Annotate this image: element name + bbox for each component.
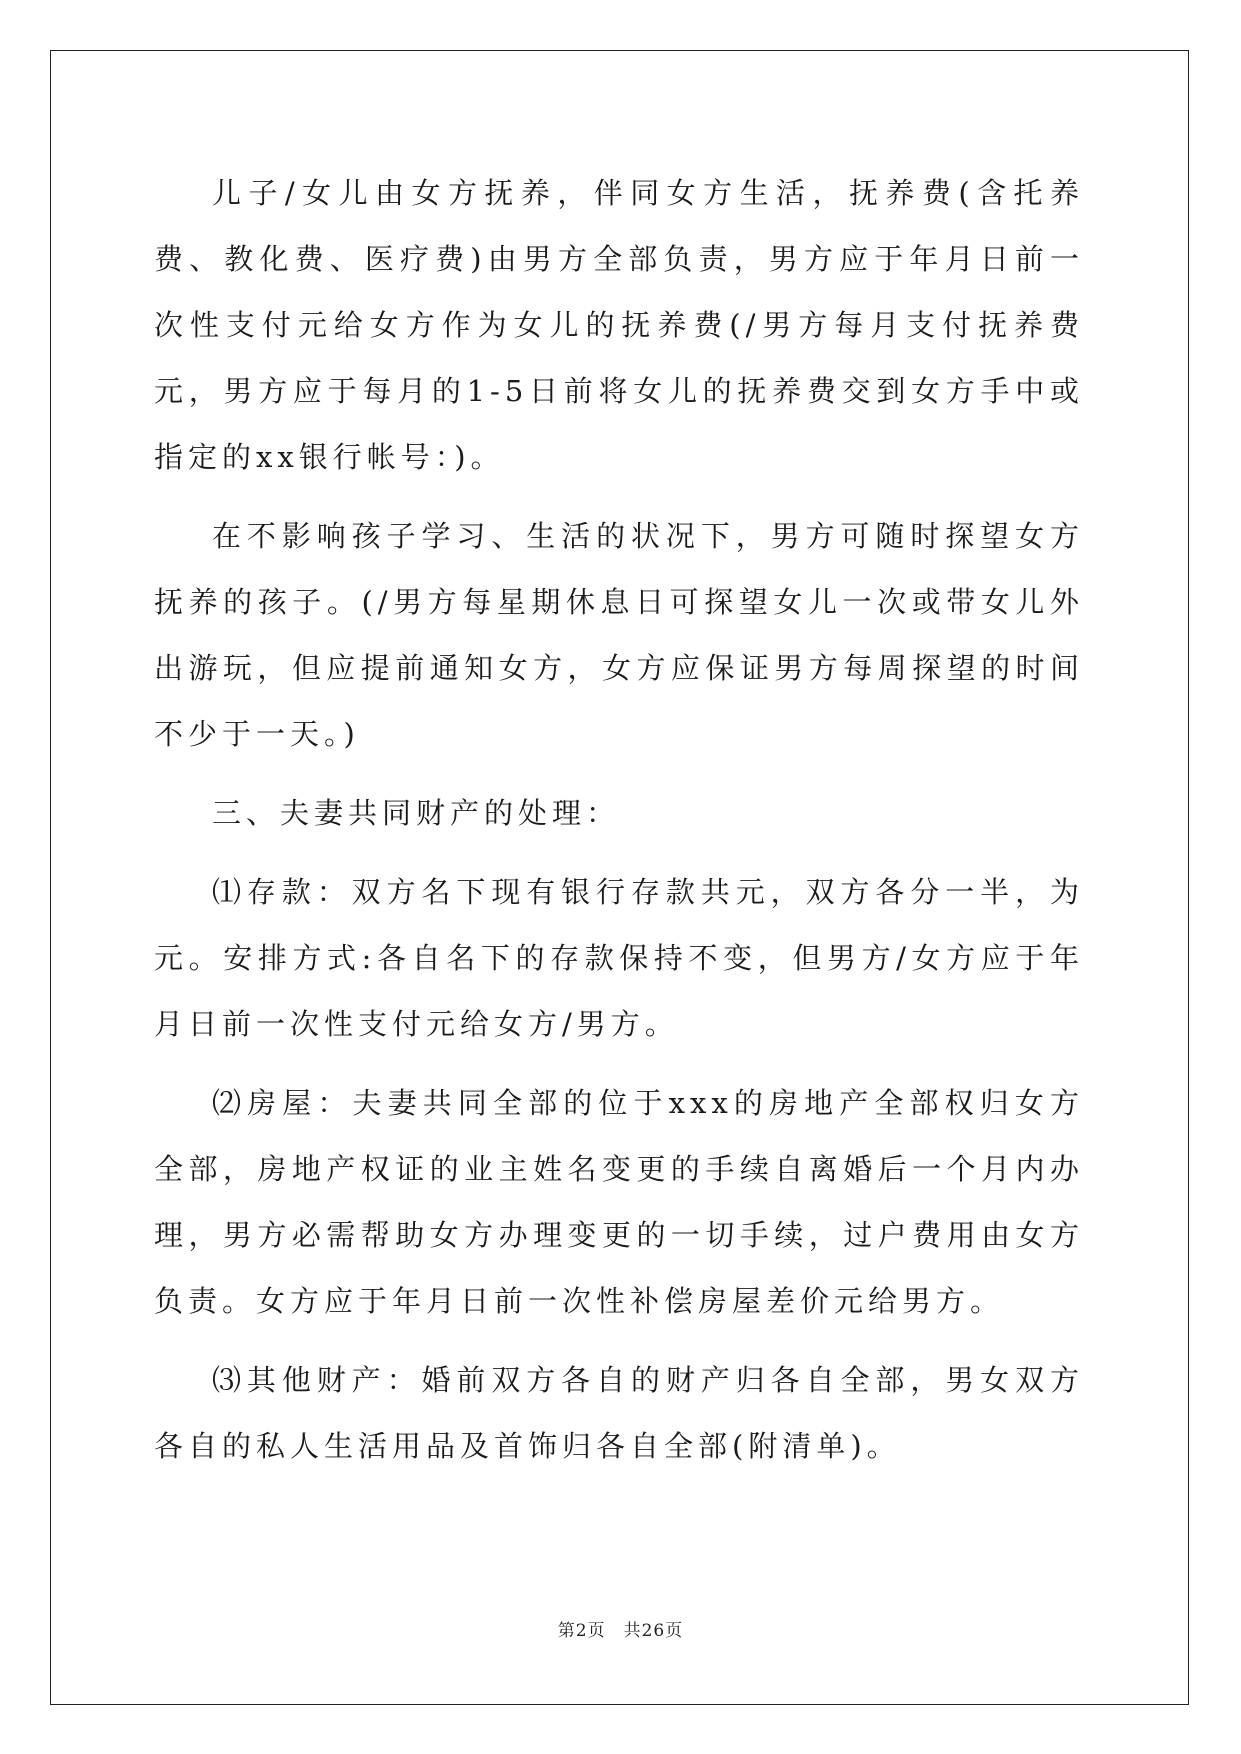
paragraph-visitation: 在不影响孩子学习、生活的状况下，男方可随时探望女方抚养的孩子。(/男方每星期休息日可探望女儿一次或带女儿外出游玩，但应提前通知女方，女方应保证男方每周探望的时间不少于一天。): [154, 519, 1084, 751]
page-number-footer: 第2页 共26页: [557, 1621, 684, 1641]
paragraph-deposits: ⑴存款：双方名下现有银行存款共元，双方各分一半，为元。安排方式:各自名下的存款保持不变，但男方/女方应于年月日前一次性支付元给女方/男方。: [154, 875, 1084, 1041]
paragraph-custody: 儿子/女儿由女方抚养，伴同女方生活，抚养费(含托养费、教化费、医疗费)由男方全部负责，男方应于年月日前一次性支付元给女方作为女儿的抚养费(/男方每月支付抚养费元，男方应于每月的1-5日前将女儿的抚养费交到女方手中或指定的xx银行帐号：)。: [154, 176, 1084, 474]
paragraph-other-property: ⑶其他财产：婚前双方各自的财产归各自全部，男女双方各自的私人生活用品及首饰归各自全部(附清单)。: [154, 1363, 1084, 1463]
section-heading-property: 三、夫妻共同财产的处理：: [212, 796, 621, 830]
document-body: [154, 160, 1084, 1492]
paragraph-house: ⑵房屋：夫妻共同全部的位于xxx的房地产全部权归女方全部，房地产权证的业主姓名变更的手续自离婚后一个月内办理，男方必需帮助女方办理变更的一切手续，过户费用由女方负责。女方应于年月日前一次性补偿房屋差价元给男方。: [154, 1086, 1084, 1318]
